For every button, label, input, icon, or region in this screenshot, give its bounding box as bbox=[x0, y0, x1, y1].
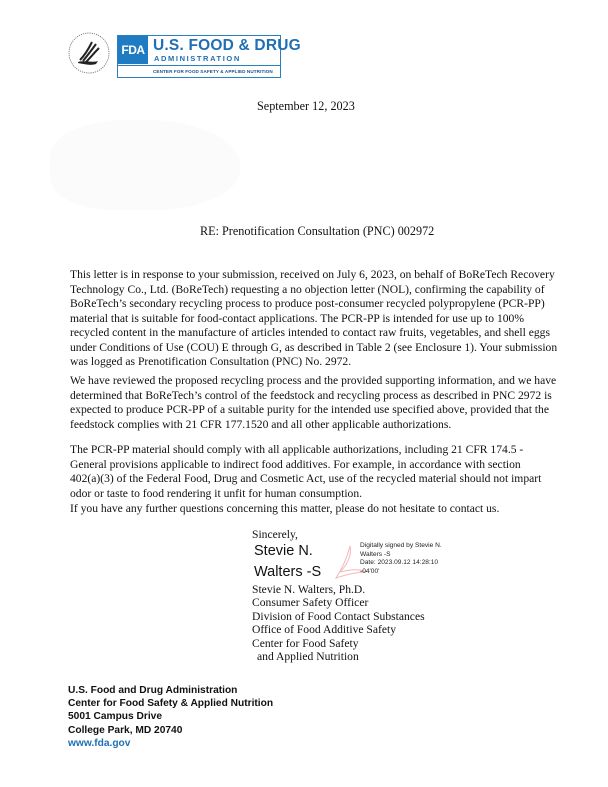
text-line: We have reviewed the proposed recycling process and the provided supporting information, and we have bbox=[70, 374, 557, 387]
text-line: Technology Co., Ltd. (BoReTech) requesting a no objection letter (NOL), confirming the capability of bbox=[70, 282, 545, 296]
hhs-seal-icon bbox=[66, 30, 112, 76]
text-line: determined that BoReTech’s control of the feedstock and recycling process as described in PNC 2972 is bbox=[70, 388, 552, 402]
closing: Sincerely, bbox=[252, 528, 298, 541]
digital-signature-details bbox=[360, 542, 442, 576]
footer-line: College Park, MD 20740 bbox=[68, 724, 183, 736]
text-line: General provisions applicable to indirect food additives. For example, in accordance with section bbox=[70, 457, 521, 471]
text-line: expected to produce PCR-PP of a suitable purity for the intended use specified above, provided that the bbox=[70, 403, 549, 416]
fda-title: U.S. FOOD & DRUG bbox=[153, 37, 301, 54]
body-paragraph-1 bbox=[70, 268, 590, 370]
text-line: under Conditions of Use (COU) E through G, as described in Table 2 (see Enclosure 1). Your submission bbox=[70, 340, 558, 354]
text-line: feedstock complies with 21 CFR 177.1520 and all other applicable authorizations. bbox=[70, 417, 452, 431]
signer-details bbox=[252, 583, 425, 663]
digital-signature-line: -04'00' bbox=[360, 567, 380, 575]
body-paragraph-2 bbox=[70, 374, 590, 432]
subject-line: RE: Prenotification Consultation (PNC) 002972 bbox=[200, 224, 435, 238]
body-paragraph-3 bbox=[70, 443, 590, 501]
text-line: This letter is in response to your submission, received on July 6, 2023, on behalf of BoReTech Recovery bbox=[70, 268, 555, 281]
signer-office: Office of Food Additive Safety bbox=[252, 623, 397, 637]
signer-name: Stevie N. Walters, Ph.D. bbox=[252, 583, 366, 596]
text-line: odor or taste to food rendering it unfit for human consumption. bbox=[70, 486, 363, 500]
letter-date: September 12, 2023 bbox=[257, 99, 355, 113]
digital-signature-line: Date: 2023.09.12 14:28:10 bbox=[360, 559, 439, 567]
text-line: recycled content in the manufacture of articles intended to contact raw fruits, vegetables, and shell eggs bbox=[70, 326, 550, 339]
footer-address bbox=[68, 684, 273, 750]
signer-title: Consumer Safety Officer bbox=[252, 596, 369, 610]
signer-division: Division of Food Contact Substances bbox=[252, 609, 425, 623]
text-line: If you have any further questions concerning this matter, please do not hesitate to contact us. bbox=[70, 502, 500, 515]
fda-badge: FDA bbox=[118, 36, 148, 64]
text-line: 402(a)(3) of the Federal Food, Drug and Cosmetic Act, use of the recycled material should not impart bbox=[70, 472, 542, 485]
text-line: The PCR-PP material should comply with all applicable authorizations, including 21 CFR 174.5 - bbox=[70, 443, 524, 456]
signature-name-line: Walters -S bbox=[254, 564, 322, 580]
signer-center-cont: and Applied Nutrition bbox=[257, 650, 359, 664]
signer-center: Center for Food Safety bbox=[252, 636, 359, 650]
fda-subtitle: ADMINISTRATION bbox=[154, 54, 241, 63]
footer-line: U.S. Food and Drug Administration bbox=[68, 685, 238, 696]
footer-line: Center for Food Safety & Applied Nutrition bbox=[68, 698, 274, 710]
signature-name-line: Stevie N. bbox=[254, 543, 313, 559]
body-paragraph-4 bbox=[70, 502, 590, 517]
fda-center-name: CENTER FOR FOOD SAFETY & APPLIED NUTRITION bbox=[118, 65, 280, 78]
digital-signature-name[interactable] bbox=[254, 541, 321, 583]
fda-logo bbox=[117, 35, 301, 78]
redacted-recipient-address bbox=[50, 120, 240, 210]
fda-website-link[interactable]: www.fda.gov bbox=[68, 737, 131, 749]
digital-signature-line: Walters -S bbox=[360, 550, 391, 558]
digital-signature-line: Digitally signed by Stevie N. bbox=[360, 542, 442, 549]
text-line: BoReTech’s secondary recycling process to produce post-consumer recycled polypropylene (PCR-PP) bbox=[70, 297, 545, 310]
text-line: was logged as Prenotification Consultation (PNC) No. 2972. bbox=[70, 355, 352, 368]
text-line: material that is suitable for food-contact applications. The PCR-PP is intended for use up to 100% bbox=[70, 311, 525, 325]
footer-line: 5001 Campus Drive bbox=[68, 711, 163, 723]
